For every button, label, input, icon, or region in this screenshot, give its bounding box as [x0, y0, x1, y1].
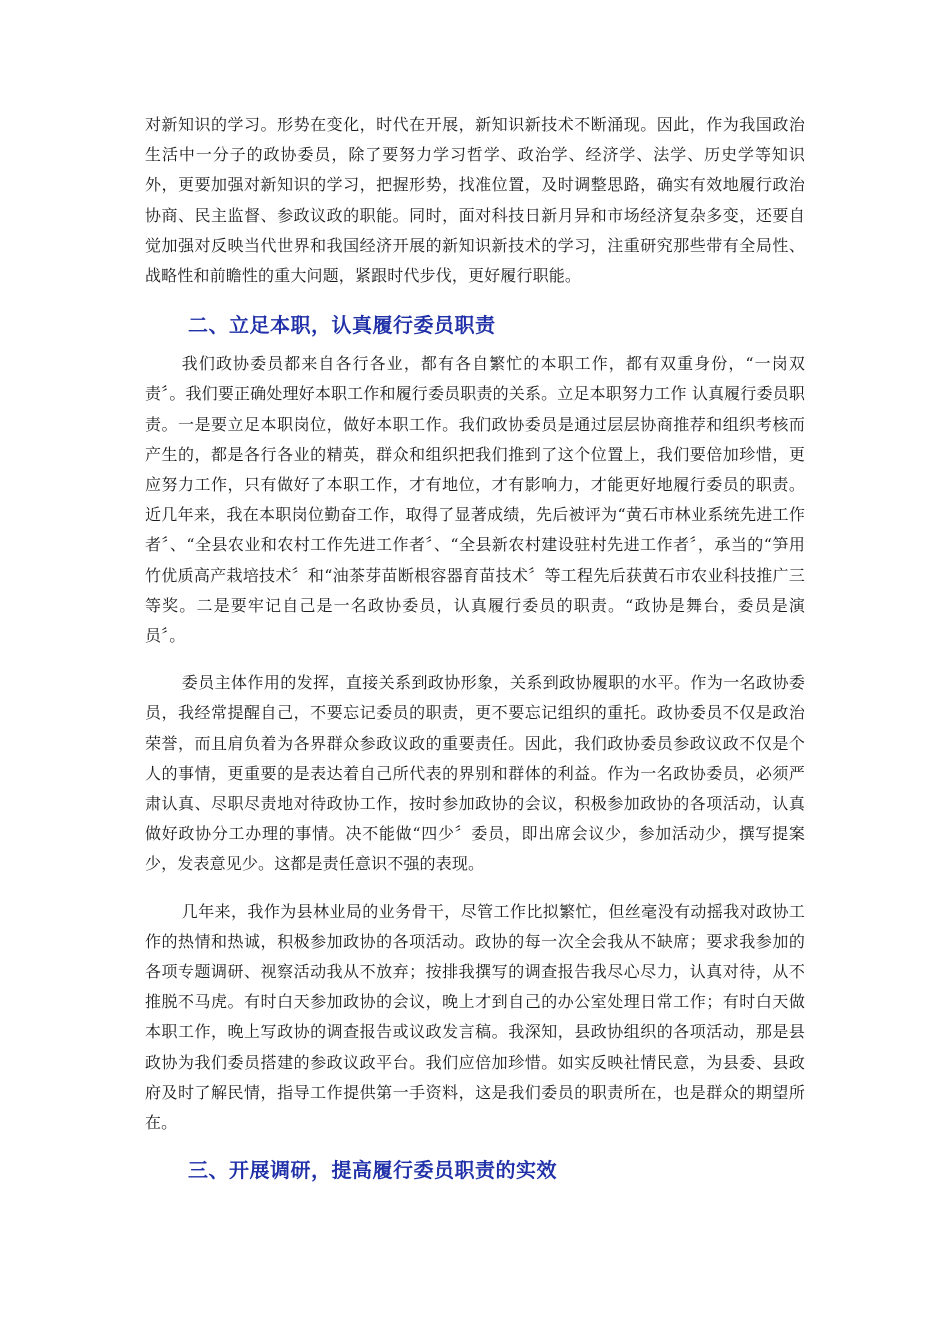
spacer — [145, 1138, 805, 1156]
spacer — [145, 339, 805, 349]
spacer — [145, 880, 805, 897]
paragraph-intro: 对新知识的学习。形势在变化，时代在开展，新知识新技术不断涌现。因此，作为我国政治生活中一分子的政协委员，除了要努力学习哲学、政治学、经济学、法学、历史学等知识外，更要加强对新知识的学习，把握形势，找准位置，及时调整思路，确实有效地履行政治协商、民主监督、参政议政的职能。同时，面对科技日新月异和市场经济复杂多变，还要自觉加强对反映当代世界和我国经济开展的新知识新技术的学习，注重研究那些带有全局性、战略性和前瞻性的重大问题，紧跟时代步伐，更好履行职能。 — [145, 115, 805, 286]
section-heading-2: 二、立足本职，认真履行委员职责 — [188, 313, 496, 338]
spacer — [145, 291, 805, 311]
spacer — [145, 651, 805, 668]
paragraph-recent-years: 几年来，我作为县林业局的业务骨干，尽管工作比拟繁忙，但丝毫没有动摇我对政协工作的热情和热诚，积极参加政协的各项活动。政协的每一次全会我从不缺席；要求我参加的各项专题调研、视察活动我从不放弃；按排我撰写的调查报告我尽心尽力，认真对待，从不推脱不马虎。有时白天参加政协的会议，晚上才到自己的办公室处理日常工作；有时白天做本职工作，晚上写政协的调查报告或议政发言稿。我深知，县政协组织的各项活动，那是县政协为我们委员搭建的参政议政平台。我们应倍加珍惜。如实反映社情民意，为县委、县政府及时了解民情，指导工作提供第一手资料，这是我们委员的职责所在，也是群众的期望所在。 — [145, 901, 805, 1133]
section-heading-3: 三、开展调研，提高履行委员职责的实效 — [188, 1158, 557, 1183]
paragraph-member-role: 委员主体作用的发挥，直接关系到政协形象，关系到政协履职的水平。作为一名政协委员，我经常提醒自己，不要忘记委员的职责，更不要忘记组织的重托。政协委员不仅是政治荣誉，而且肩负着为各界群众参政议政的重要责任。因此，我们政协委员参政议政不仅是个人的事情，更重要的是表达着自己所代表的界别和群体的利益。作为一名政协委员，必须严肃认真、尽职尽责地对待政协工作，按时参加政协的会议，积极参加政协的各项活动，认真做好政协分工办理的事情。决不能做“四少〞委员，即出席会议少，参加活动少，撰写提案少，发表意见少。这都是责任意识不强的表现。 — [145, 673, 805, 874]
document-page — [145, 110, 805, 1184]
paragraph-dual-role: 我们政协委员都来自各行各业，都有各自繁忙的本职工作，都有双重身份，“一岗双责〞。我们要正确处理好本职工作和履行委员职责的关系。立足本职努力工作 认真履行委员职责。一是要立足本职岗位，做好本职工作。我们政协委员是通过层层协商推荐和组织考核而产生的，都是各行各业的精英，群众和组织把我们推到了这个位置上，我们要倍加珍惜，更应努力工作，只有做好了本职工作，才有地位，才有影响力，才能更好地履行委员的职责。近几年来，我在本职岗位勤奋工作，取得了显著成绩，先后被评为“黄石市林业系统先进工作者〞、“全县农业和农村工作先进工作者〞、“全县新农村建设驻村先进工作者〞，承当的“笋用竹优质高产栽培技术〞和“油茶芽苗断根容器育苗技术〞等工程先后获黄石市农业科技推广三等奖。二是要牢记自己是一名政协委员，认真履行委员的职责。“政协是舞台，委员是演员〞。 — [145, 354, 805, 646]
